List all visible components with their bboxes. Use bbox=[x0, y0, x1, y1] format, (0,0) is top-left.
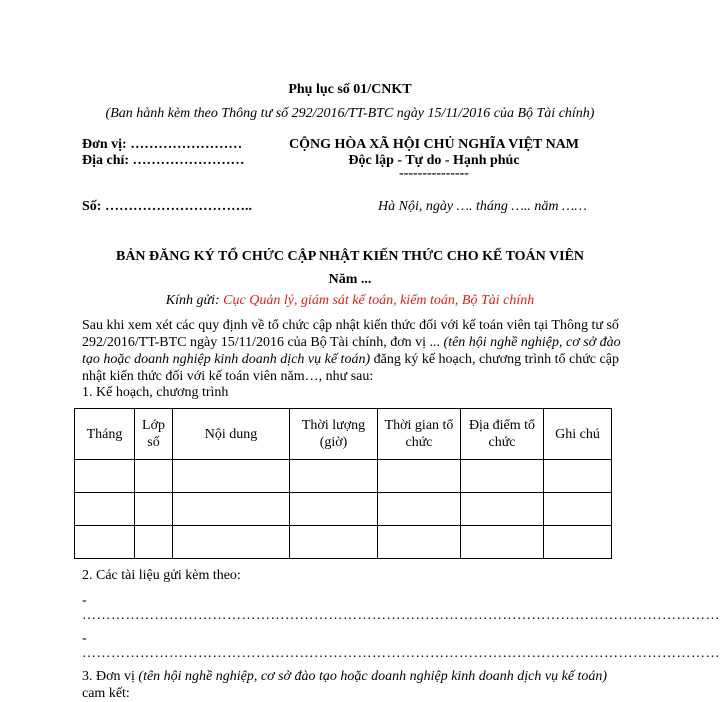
table-cell[interactable] bbox=[173, 460, 290, 493]
recipient-line bbox=[0, 293, 700, 309]
table-cell[interactable] bbox=[544, 493, 612, 526]
section-3-prefix: 3. Đơn vị bbox=[82, 669, 139, 684]
table-cell[interactable] bbox=[378, 460, 461, 493]
plan-table bbox=[74, 408, 612, 559]
column-header-time: Thời gian tổ chức bbox=[378, 409, 461, 460]
document-title: BẢN ĐĂNG KÝ TỔ CHỨC CẬP NHẬT KIẾN THỨC CHO KẾ TOÁN VIÊN bbox=[115, 249, 585, 264]
table-row bbox=[75, 493, 612, 526]
column-header-note: Ghi chú bbox=[544, 409, 612, 460]
attachment-line-2[interactable]: …………………………………………………………………………………………………………………… bbox=[82, 646, 720, 661]
unit-field: Đơn vị: …………………… bbox=[82, 137, 243, 152]
table-cell[interactable] bbox=[75, 460, 135, 493]
column-header-class: Lớp số bbox=[135, 409, 173, 460]
table-row bbox=[75, 526, 612, 559]
table-cell[interactable] bbox=[290, 460, 378, 493]
table-cell[interactable] bbox=[378, 493, 461, 526]
column-header-content: Nội dung bbox=[173, 409, 290, 460]
section-3-italic: (tên hội nghề nghiệp, cơ sở đào tạo hoặc doanh nghiệp kinh doanh dịch vụ kế toán) bbox=[138, 669, 608, 684]
table-cell[interactable] bbox=[378, 526, 461, 559]
section-1-heading: 1. Kế hoạch, chương trình bbox=[82, 385, 229, 400]
table-cell[interactable] bbox=[75, 526, 135, 559]
intro-text-2: đăng ký kế hoạch, chương trình tổ chức cập nhật kiến thức đối với kế toán viên năm…, như sau: bbox=[82, 352, 619, 384]
table-cell[interactable] bbox=[135, 493, 173, 526]
table-cell[interactable] bbox=[461, 493, 544, 526]
table-cell[interactable] bbox=[461, 526, 544, 559]
table-row bbox=[75, 460, 612, 493]
table-cell[interactable] bbox=[290, 493, 378, 526]
attachment-bullet-2: - bbox=[82, 631, 87, 646]
national-title: CỘNG HÒA XÃ HỘI CHỦ NGHĨA VIỆT NAM bbox=[288, 137, 579, 152]
table-header-row bbox=[75, 409, 612, 460]
column-header-location: Địa điểm tổ chức bbox=[461, 409, 544, 460]
attachment-bullet-1: - bbox=[82, 593, 87, 608]
document-year: Năm ... bbox=[328, 272, 372, 287]
table-cell[interactable] bbox=[461, 460, 544, 493]
recipient-name: Cục Quản lý, giám sát kế toán, kiểm toán, Bộ Tài chính bbox=[223, 293, 535, 308]
intro-text-italic: (tên hội nghề nghiệp, cơ sở đào tạo hoặc doanh nghiệp kinh doanh dịch vụ kế toán) bbox=[82, 335, 621, 367]
table-cell[interactable] bbox=[173, 526, 290, 559]
table-cell[interactable] bbox=[544, 526, 612, 559]
attachment-line-1[interactable]: …………………………………………………………………………………………………………………… bbox=[82, 608, 720, 623]
appendix-subtitle: (Ban hành kèm theo Thông tư số 292/2016/TT-BTC ngày 15/11/2016 của Bộ Tài chính) bbox=[105, 106, 595, 121]
appendix-title: Phụ lục số 01/CNKT bbox=[288, 82, 412, 97]
table-cell[interactable] bbox=[75, 493, 135, 526]
intro-paragraph bbox=[82, 317, 622, 385]
column-header-month: Tháng bbox=[75, 409, 135, 460]
section-3-suffix: cam kết: bbox=[82, 686, 130, 701]
table-cell[interactable] bbox=[135, 460, 173, 493]
national-motto: Độc lập - Tự do - Hạnh phúc bbox=[348, 153, 520, 168]
place-date: Hà Nội, ngày …. tháng ….. năm …… bbox=[378, 199, 587, 214]
table-cell[interactable] bbox=[173, 493, 290, 526]
intro-text-1: Sau khi xem xét các quy định về tổ chức cập nhật kiến thức đối với kế toán viên tại Thông tư số 292/2016/TT-BTC ngày 15/11/2016 của Bộ Tài chính, đơn vị ... bbox=[82, 318, 619, 350]
table-cell[interactable] bbox=[544, 460, 612, 493]
recipient-prefix: Kính gửi: bbox=[165, 293, 220, 308]
address-field: Địa chỉ: …………………… bbox=[82, 153, 245, 168]
column-header-duration: Thời lượng (giờ) bbox=[290, 409, 378, 460]
table-cell[interactable] bbox=[135, 526, 173, 559]
section-2-heading: 2. Các tài liệu gửi kèm theo: bbox=[82, 568, 241, 583]
table-cell[interactable] bbox=[290, 526, 378, 559]
number-field: Số: ………………………….. bbox=[82, 199, 252, 214]
motto-divider: --------------- bbox=[399, 166, 469, 181]
section-3-text bbox=[82, 668, 622, 702]
